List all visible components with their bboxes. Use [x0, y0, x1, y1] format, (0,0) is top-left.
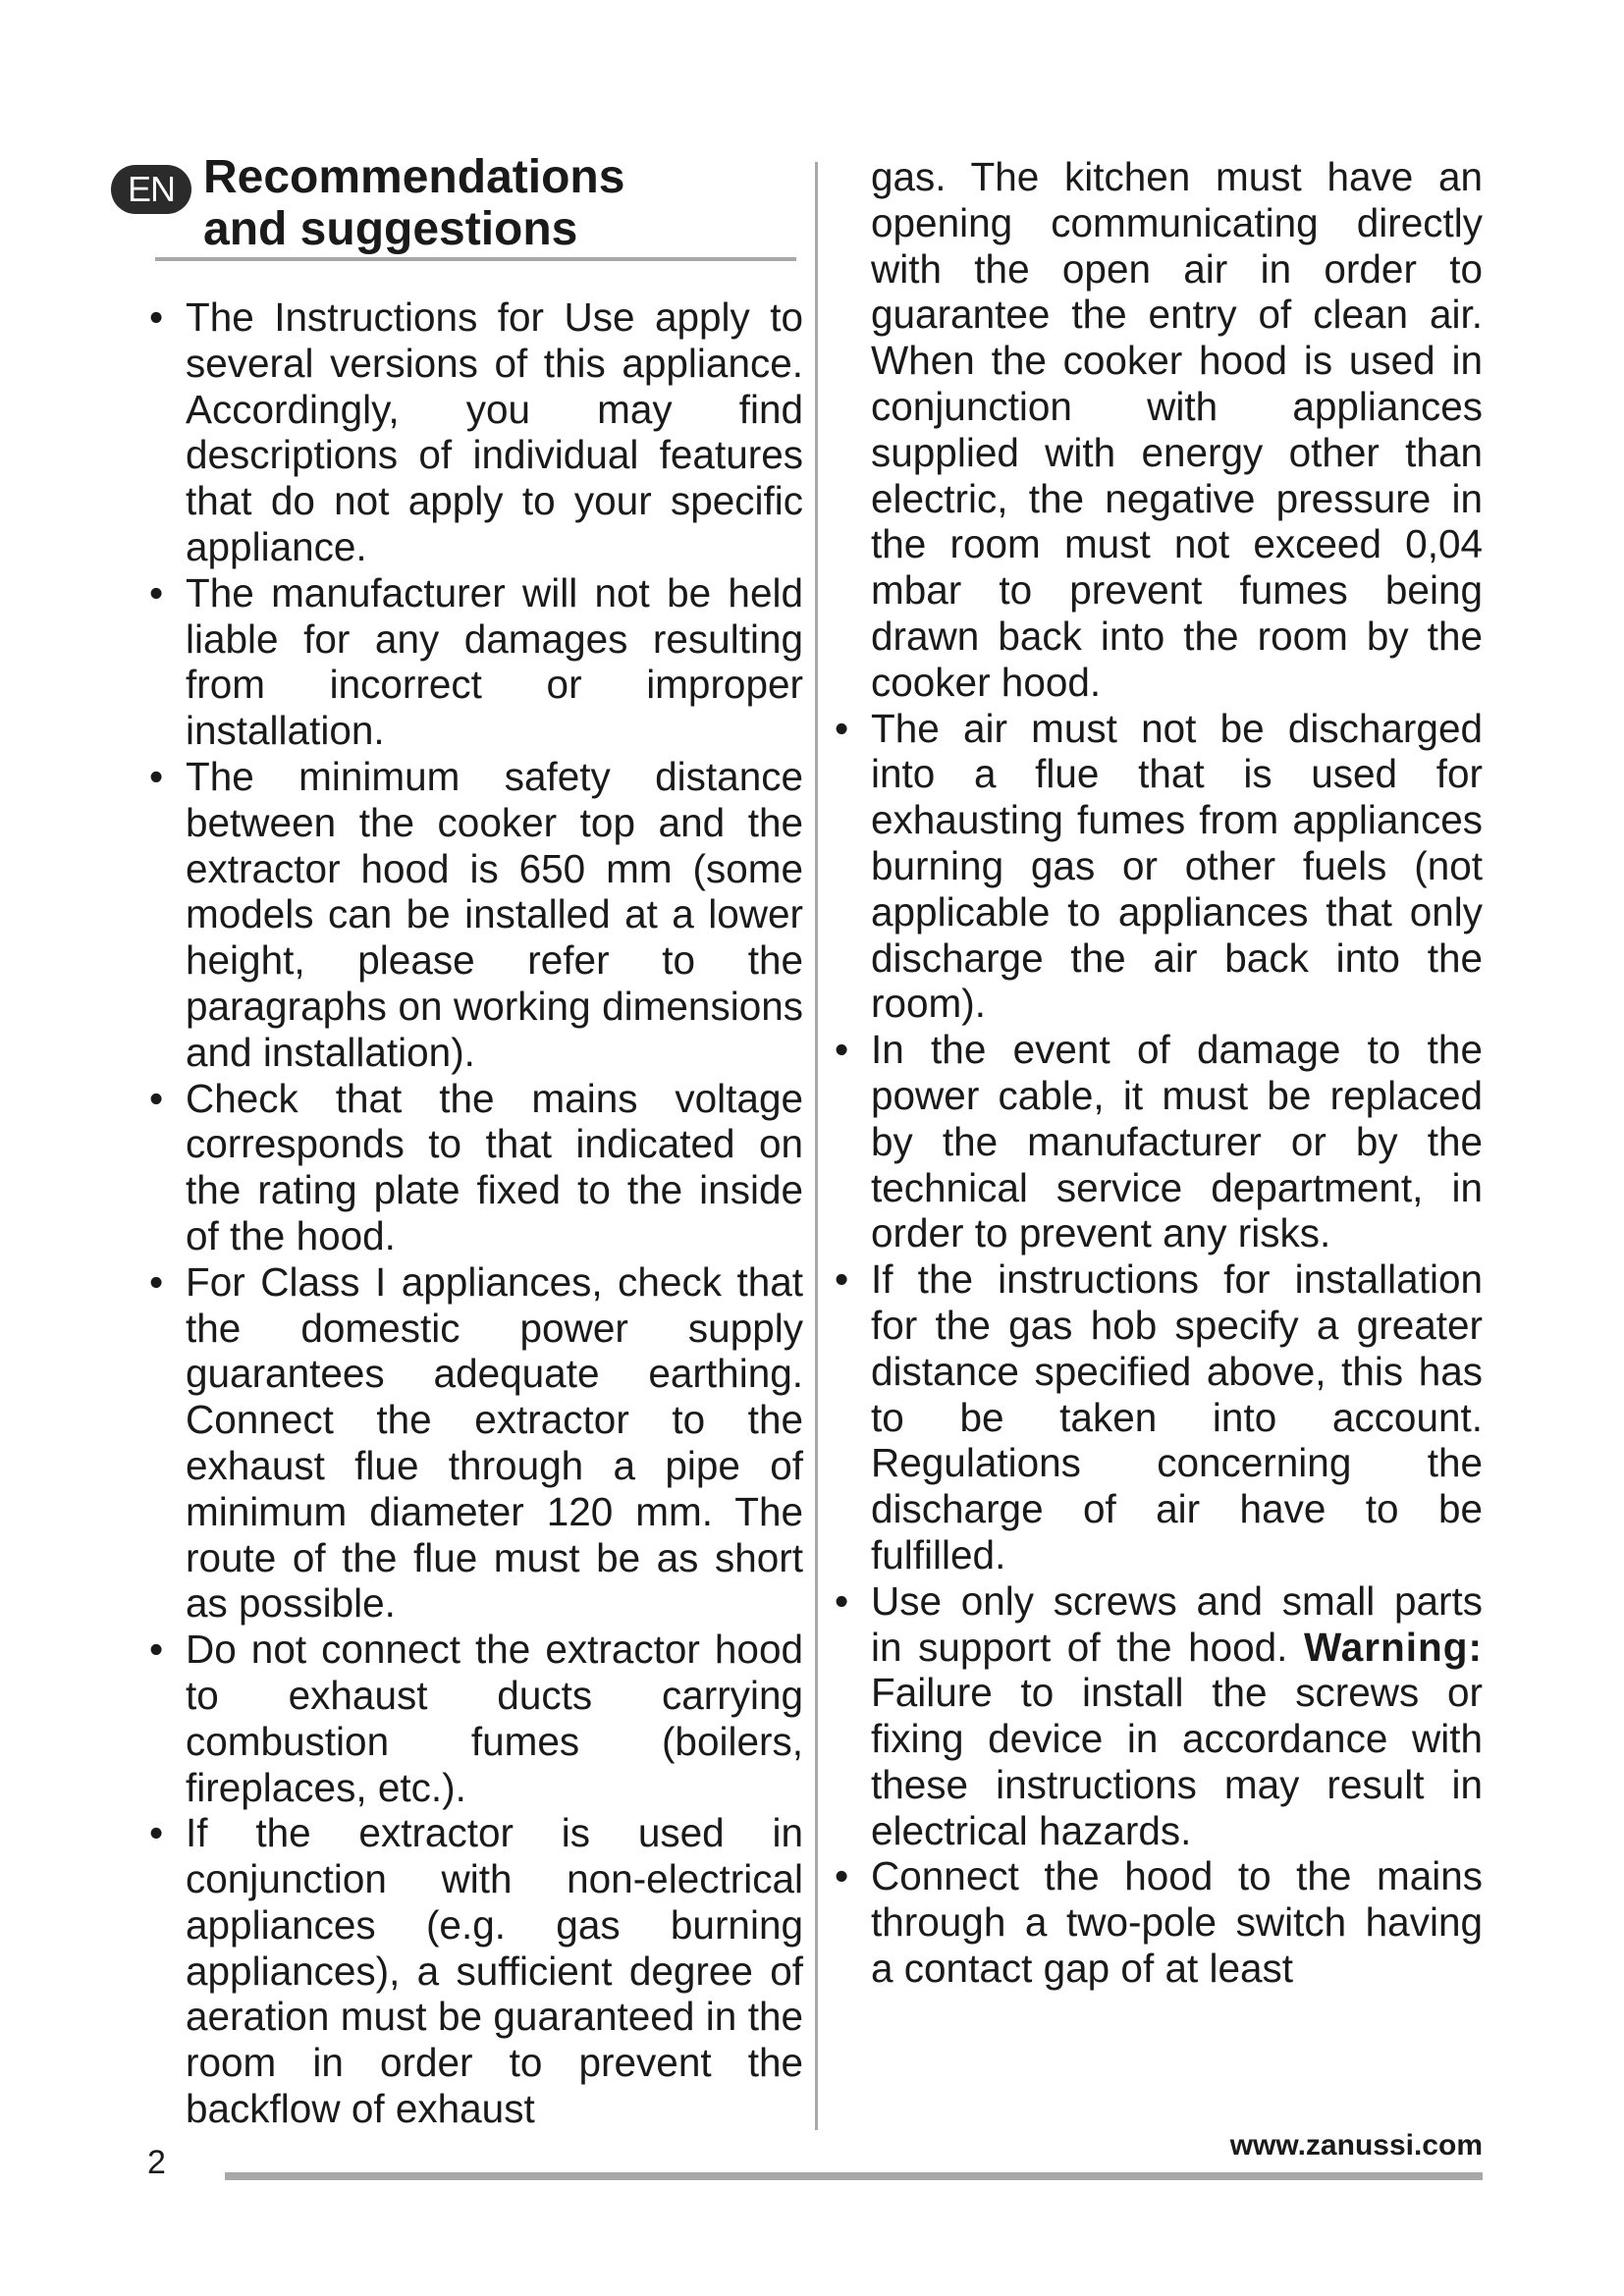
list-item	[835, 1256, 1483, 1578]
list-item	[149, 570, 803, 754]
language-badge: EN	[111, 165, 191, 214]
list-item-text: The Instructions for Use apply to several versions of this appliance. Accordingly, you may find descriptions of individual features that do not apply to your specific appliance.	[186, 294, 803, 569]
list-item	[835, 1027, 1483, 1256]
bullet: •	[149, 1258, 164, 1305]
list-item-text: In the event of damage to the power cable, it must be replaced by the manufacturer or by the technical service department, in order to prevent any risks.	[871, 1027, 1483, 1256]
list-item-continuation	[835, 154, 1483, 706]
left-column	[149, 294, 803, 2132]
list-item	[149, 1627, 803, 1810]
list-item-text: If the instructions for installation for the gas hob specify a greater distance specified above, this has to be taken into account. Regulations concerning the discharge of air have to be fulfilled.	[871, 1256, 1483, 1577]
list-item-text: The air must not be discharged into a flue that is used for exhausting fumes from appliances burning gas or other fuels (not applicable to appliances that only discharge the air back into the room).	[871, 705, 1483, 1027]
bullet: •	[149, 1075, 164, 1121]
section-title-line-2: and suggestions	[203, 203, 578, 255]
column-divider	[815, 162, 818, 2130]
bullet: •	[835, 705, 849, 751]
list-item-text: Use only screws and small parts in support of the hood.	[871, 1577, 1483, 1670]
bullet: •	[835, 1577, 849, 1624]
list-item-text: Check that the mains voltage corresponds to that indicated on the rating plate fixed to the inside of the hood.	[186, 1075, 803, 1258]
list-item	[149, 294, 803, 570]
bullet: •	[149, 294, 164, 340]
bullet: •	[149, 753, 164, 799]
list-item	[149, 754, 803, 1076]
bullet: •	[835, 1853, 849, 1899]
list-item-text: gas. The kitchen must have an opening communicating directly with the open air in order to guarantee the entry of clean air. When the cooker hood is used in conjunction with appliances supplied with energy other than electric, the negative pressure in the room must not exceed 0,04 mbar to prevent fumes being drawn back into the room by the cooker hood.	[871, 154, 1483, 705]
list-item-text: The minimum safety distance between the cooker top and the extractor hood is 650 mm (some models can be installed at a lower height, please refer to the paragraphs on working dimensions and installation).	[186, 753, 803, 1075]
list-item	[149, 1810, 803, 2132]
section-title-line-1: Recommendations	[203, 151, 625, 203]
warning-label: Warning:	[1304, 1624, 1483, 1670]
warning-text: Failure to install the screws or fixing device in accordance with these instructions may result in electrical hazards.	[871, 1670, 1483, 1853]
list-item-text: If the extractor is used in conjunction with non-electrical appliances (e.g. gas burning appliances), a sufficient degree of aeration must be guaranteed in the room in order to prevent the backflow of exhaust	[186, 1810, 803, 2132]
bullet: •	[149, 1810, 164, 1856]
bullet: •	[835, 1256, 849, 1303]
list-item-text: Do not connect the extractor hood to exhaust ducts carrying combustion fumes (boilers, fireplaces, etc.).	[186, 1627, 803, 1810]
bullet: •	[149, 1627, 164, 1673]
footer-url: www.zanussi.com	[1229, 2129, 1483, 2162]
list-item-text: The manufacturer will not be held liable for any damages resulting from incorrect or improper installation.	[186, 569, 803, 754]
list-item-warning	[835, 1578, 1483, 1854]
list-item	[835, 706, 1483, 1028]
list-item	[835, 1853, 1483, 1991]
footer-rule	[225, 2172, 1483, 2180]
section-title	[203, 151, 812, 255]
bullet: •	[835, 1027, 849, 1073]
title-underline	[155, 257, 796, 261]
list-item	[149, 1076, 803, 1259]
right-column	[835, 154, 1483, 1992]
list-item-text: Connect the hood to the mains through a two-pole switch having a contact gap of at least	[871, 1853, 1483, 1992]
page-number: 2	[147, 2144, 166, 2181]
list-item-text: For Class I appliances, check that the domestic power supply guarantees adequate earthing. Connect the extractor to the exhaust flue through a pipe of minimum diameter 120 mm. The route of the flue must be as short as possible.	[186, 1258, 803, 1627]
list-item	[149, 1259, 803, 1627]
bullet: •	[149, 569, 164, 615]
